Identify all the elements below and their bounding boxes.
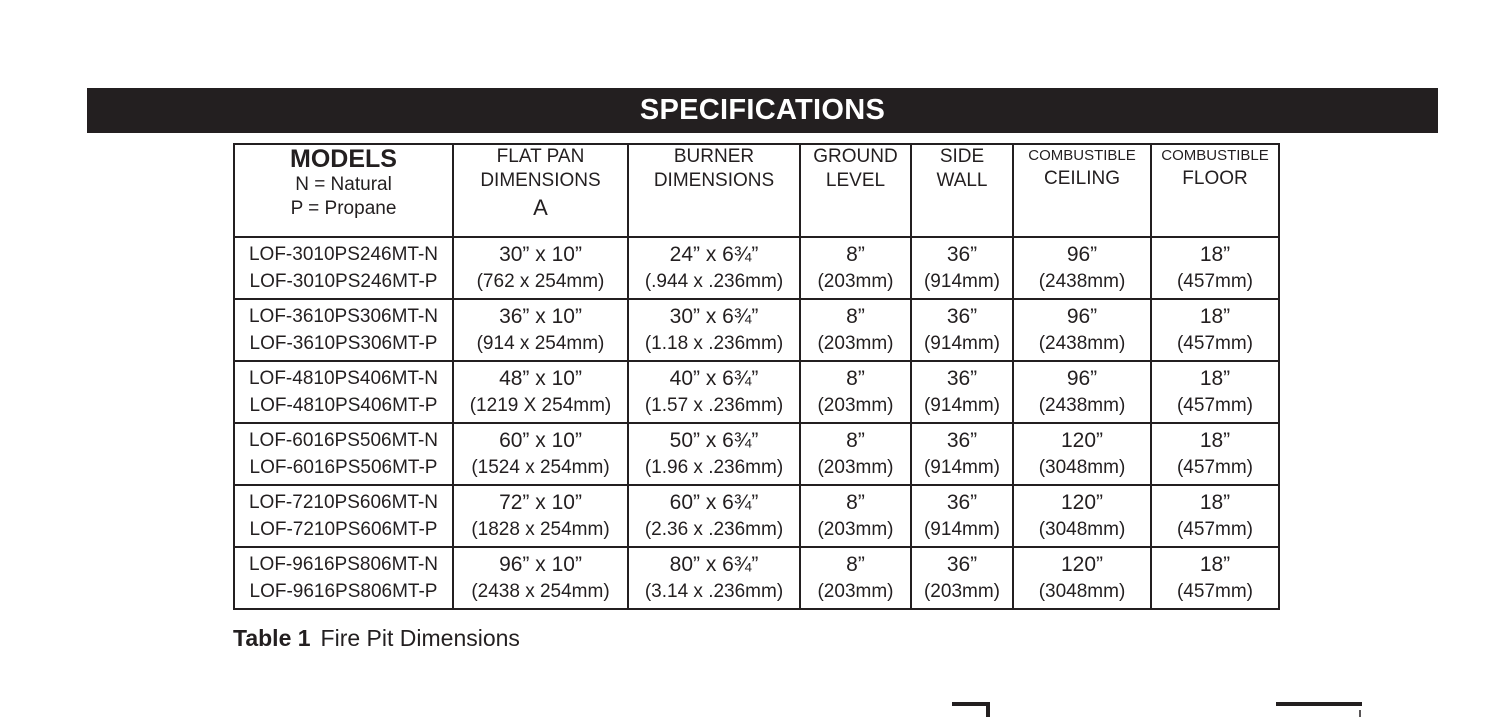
imperial-value: 120”: [1060, 491, 1104, 514]
metric-value: (762 x 254mm): [476, 271, 605, 292]
table-row: [234, 299, 1279, 361]
floor-cell: [1151, 299, 1279, 361]
model-number: LOF-4810PS406MT-P: [249, 395, 438, 416]
floor-cell: [1151, 237, 1279, 299]
table-row: [234, 361, 1279, 423]
side-wall-cell: [911, 485, 1013, 547]
imperial-value: 30” x 10”: [499, 243, 582, 266]
flat-pan-cell: [453, 485, 628, 547]
imperial-value: 18”: [1199, 367, 1231, 390]
imperial-value: 36”: [946, 429, 978, 452]
models-header-natural: N = Natural: [295, 174, 392, 195]
metric-value: (3048mm): [1038, 519, 1126, 540]
imperial-value: 36” x 10”: [499, 305, 582, 328]
imperial-value: 96”: [1066, 367, 1098, 390]
model-number: LOF-3010PS246MT-P: [249, 271, 438, 292]
metric-value: (203mm): [817, 271, 894, 292]
header-line: BURNER: [673, 146, 755, 167]
model-number: LOF-7210PS606MT-N: [248, 492, 439, 513]
imperial-value: 72” x 10”: [499, 491, 582, 514]
corner-mark: [1276, 702, 1364, 717]
ground-level-cell: [800, 237, 911, 299]
metric-value: (2438mm): [1038, 271, 1126, 292]
imperial-value: 18”: [1199, 243, 1231, 266]
metric-value: (457mm): [1176, 395, 1253, 416]
metric-value: (203mm): [817, 457, 894, 478]
imperial-value: 24” x 6¾”: [669, 243, 759, 266]
metric-value: (1828 x 254mm): [471, 519, 610, 540]
imperial-value: 8”: [846, 367, 865, 390]
table-caption: [233, 624, 520, 652]
floor-cell: [1151, 361, 1279, 423]
ceiling-cell: [1013, 237, 1151, 299]
metric-value: (1524 x 254mm): [471, 457, 610, 478]
models-header: [234, 144, 453, 237]
table-row: [234, 237, 1279, 299]
imperial-value: 36”: [946, 305, 978, 328]
flat-pan-cell: [453, 547, 628, 609]
floor-cell: [1151, 423, 1279, 485]
burner-cell: [628, 423, 800, 485]
side-wall-cell: [911, 547, 1013, 609]
metric-value: (2438mm): [1038, 395, 1126, 416]
header-line: SIDE: [939, 146, 985, 167]
header-line: FLOOR: [1182, 168, 1248, 189]
ceiling-cell: [1013, 547, 1151, 609]
burner-cell: [628, 361, 800, 423]
metric-value: (1.96 x .236mm): [644, 457, 784, 478]
ceiling-cell: [1013, 361, 1151, 423]
specifications-table: [233, 143, 1280, 610]
metric-value: (457mm): [1176, 581, 1253, 602]
imperial-value: 60” x 6¾”: [669, 491, 759, 514]
header-line: GROUND: [813, 146, 898, 167]
imperial-value: 48” x 10”: [499, 367, 582, 390]
model-number: LOF-7210PS606MT-P: [249, 519, 438, 540]
imperial-value: 18”: [1199, 429, 1231, 452]
imperial-value: 96”: [1066, 243, 1098, 266]
imperial-value: 50” x 6¾”: [669, 429, 759, 452]
metric-value: (203mm): [817, 333, 894, 354]
specifications-banner: [87, 88, 1438, 133]
metric-value: (914mm): [923, 395, 1000, 416]
combustible-floor-header: [1151, 144, 1279, 237]
header-line: LEVEL: [825, 170, 886, 191]
ceiling-cell: [1013, 423, 1151, 485]
header-line: WALL: [936, 170, 988, 191]
burner-cell: [628, 485, 800, 547]
imperial-value: 96” x 10”: [499, 553, 582, 576]
burner-cell: [628, 237, 800, 299]
imperial-value: 8”: [846, 305, 865, 328]
imperial-value: 8”: [846, 243, 865, 266]
imperial-value: 120”: [1060, 429, 1104, 452]
metric-value: (1.18 x .236mm): [644, 333, 784, 354]
metric-value: (2.36 x .236mm): [644, 519, 784, 540]
imperial-value: 36”: [946, 367, 978, 390]
ground-level-header: [800, 144, 911, 237]
flat-pan-dimensions-header: [453, 144, 628, 237]
ceiling-cell: [1013, 299, 1151, 361]
imperial-value: 18”: [1199, 491, 1231, 514]
metric-value: (914mm): [923, 519, 1000, 540]
model-number: LOF-6016PS506MT-N: [248, 430, 439, 451]
metric-value: (457mm): [1176, 519, 1253, 540]
model-number: LOF-4810PS406MT-N: [248, 368, 439, 389]
imperial-value: 30” x 6¾”: [669, 305, 759, 328]
imperial-value: 8”: [846, 429, 865, 452]
table-row: [234, 423, 1279, 485]
flat-pan-cell: [453, 423, 628, 485]
side-wall-cell: [911, 237, 1013, 299]
ground-level-cell: [800, 485, 911, 547]
ground-level-cell: [800, 299, 911, 361]
metric-value: (914mm): [923, 457, 1000, 478]
metric-value: (203mm): [817, 581, 894, 602]
model-cell: [234, 361, 453, 423]
header-line: CEILING: [1043, 168, 1121, 189]
imperial-value: 36”: [946, 243, 978, 266]
header-small: COMBUSTIBLE: [1028, 147, 1136, 164]
metric-value: (2438mm): [1038, 333, 1126, 354]
caption-label: Table 1: [233, 625, 311, 651]
model-cell: [234, 237, 453, 299]
table-body: [234, 237, 1279, 609]
model-number: LOF-6016PS506MT-P: [249, 457, 438, 478]
floor-cell: [1151, 485, 1279, 547]
imperial-value: 18”: [1199, 305, 1231, 328]
header-line: FLAT PAN: [496, 146, 585, 167]
model-number: LOF-3610PS306MT-P: [249, 333, 438, 354]
imperial-value: 36”: [946, 491, 978, 514]
imperial-value: 8”: [846, 491, 865, 514]
imperial-value: 60” x 10”: [499, 429, 582, 452]
model-number: LOF-9616PS806MT-P: [249, 581, 438, 602]
imperial-value: 8”: [846, 553, 865, 576]
header-small: COMBUSTIBLE: [1161, 147, 1269, 164]
metric-value: (1219 X 254mm): [469, 395, 612, 416]
flat-pan-cell: [453, 299, 628, 361]
header-line: DIMENSIONS: [480, 170, 601, 191]
imperial-value: 18”: [1199, 553, 1231, 576]
model-cell: [234, 299, 453, 361]
floor-cell: [1151, 547, 1279, 609]
models-header-propane: P = Propane: [290, 198, 397, 219]
table-row: [234, 547, 1279, 609]
header-line: DIMENSIONS: [653, 170, 775, 191]
metric-value: (2438 x 254mm): [471, 581, 610, 602]
side-wall-cell: [911, 299, 1013, 361]
imperial-value: 80” x 6¾”: [669, 553, 759, 576]
header-letter: A: [533, 195, 548, 220]
metric-value: (203mm): [817, 519, 894, 540]
metric-value: (457mm): [1176, 271, 1253, 292]
metric-value: (3048mm): [1038, 457, 1126, 478]
imperial-value: 120”: [1060, 553, 1104, 576]
ceiling-cell: [1013, 485, 1151, 547]
combustible-ceiling-header: [1013, 144, 1151, 237]
table-row: [234, 485, 1279, 547]
ground-level-cell: [800, 423, 911, 485]
burner-dimensions-header: [628, 144, 800, 237]
metric-value: (914mm): [923, 333, 1000, 354]
caption-text: Fire Pit Dimensions: [320, 625, 520, 651]
model-cell: [234, 423, 453, 485]
model-cell: [234, 547, 453, 609]
metric-value: (3048mm): [1038, 581, 1126, 602]
side-wall-cell: [911, 423, 1013, 485]
model-cell: [234, 485, 453, 547]
metric-value: (914mm): [923, 271, 1000, 292]
imperial-value: 36”: [946, 553, 978, 576]
imperial-value: 96”: [1066, 305, 1098, 328]
flat-pan-cell: [453, 237, 628, 299]
side-wall-cell: [911, 361, 1013, 423]
model-number: LOF-3610PS306MT-N: [248, 306, 439, 327]
metric-value: (457mm): [1176, 333, 1253, 354]
side-wall-header: [911, 144, 1013, 237]
burner-cell: [628, 547, 800, 609]
imperial-value: 40” x 6¾”: [669, 367, 759, 390]
models-header-title: MODELS: [290, 145, 397, 173]
model-number: LOF-3010PS246MT-N: [248, 244, 439, 265]
metric-value: (203mm): [923, 581, 1000, 602]
model-number: LOF-9616PS806MT-N: [248, 554, 439, 575]
metric-value: (203mm): [817, 395, 894, 416]
table-header-row: [234, 144, 1279, 237]
metric-value: (457mm): [1176, 457, 1253, 478]
metric-value: (914 x 254mm): [476, 333, 605, 354]
ground-level-cell: [800, 361, 911, 423]
banner-title: SPECIFICATIONS: [639, 94, 886, 126]
metric-value: (.944 x .236mm): [644, 271, 784, 292]
burner-cell: [628, 299, 800, 361]
ground-level-cell: [800, 547, 911, 609]
metric-value: (3.14 x .236mm): [644, 581, 784, 602]
metric-value: (1.57 x .236mm): [644, 395, 784, 416]
corner-mark: [952, 702, 990, 717]
flat-pan-cell: [453, 361, 628, 423]
